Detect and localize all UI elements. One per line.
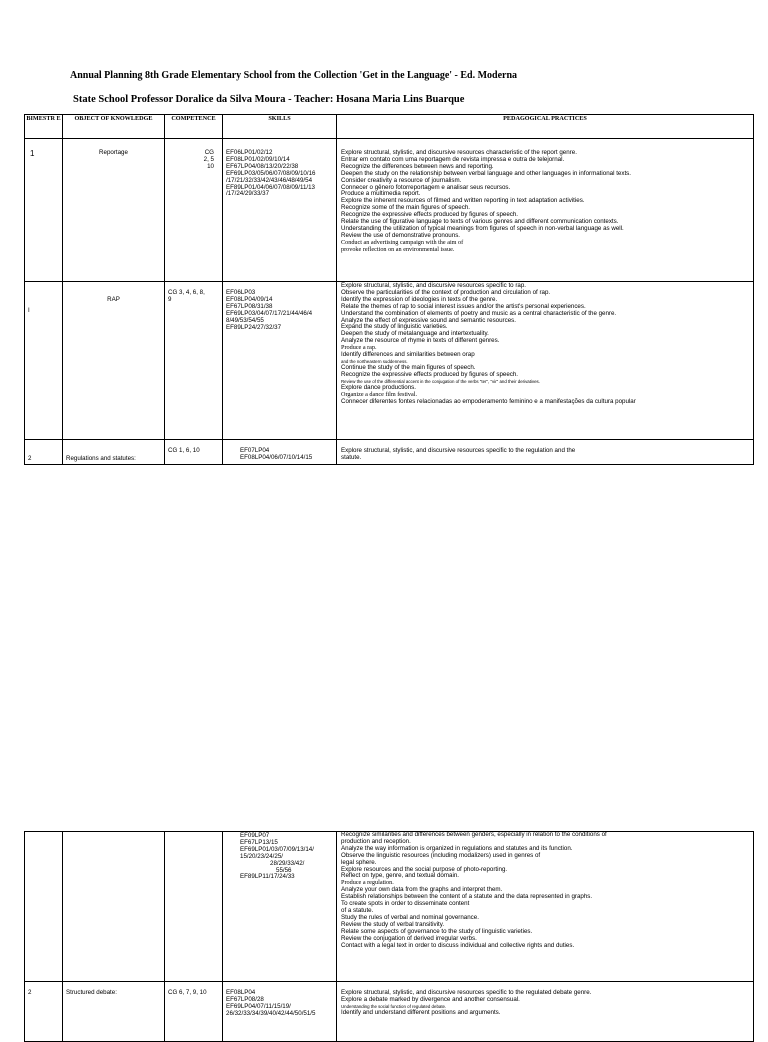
header-object: OBJECT OF KNOWLEDGE [63, 115, 165, 139]
skills-cell: EF07LP04 EF08LP04/06/07/10/14/15 [223, 440, 337, 465]
table-row [25, 832, 754, 982]
header-bimester: BIMESTR E [25, 115, 63, 139]
practices-cell: Explore structural, stylistic, and discursive resources specific to the regulation and the statute. [337, 440, 754, 465]
skills-cell: EF08LP04 EF67LP08/28 EF69LP04/07/11/15/19/ 26/32/33/34/39/40/42/44/50/51/5 [223, 982, 337, 1042]
practices-cell: Explore structural, stylistic, and discursive resources specific to the regulated debate genre. Explore a debate marked by divergence and another consensual. Understanding the social function of regulated debate. Identify and understand different positions and arguments. [337, 982, 754, 1042]
table-header-row [25, 115, 754, 139]
skills-cell: EF06LP01/02/12 EF08LP01/02/09/10/14 EF67LP04/08/13/20/22/38 EF69LP03/05/06/07/08/09/10/16 /17/21/32/33/42/43/46/48/49/54 EF89LP01/04/06/07/08/09/11/13 /17/24/29/33/37 [223, 139, 337, 282]
planning-table-1 [24, 114, 754, 465]
competence-cell: CG 3, 4, 6, 8, 9 [165, 282, 223, 440]
header-practices: PEDAGOGICAL PRACTICES [337, 115, 754, 139]
table-row [25, 282, 754, 440]
object-cell: Reportage [63, 139, 165, 282]
object-cell [63, 832, 165, 982]
document-title: Annual Planning 8th Grade Elementary School from the Collection 'Get in the Language' - Ed. Moderna [70, 70, 518, 81]
bimester-cell: I [25, 282, 63, 440]
competence-cell: CG 1, 6, 10 [165, 440, 223, 465]
object-cell: Regulations and statutes: [63, 440, 165, 465]
object-cell: Structured debate: [63, 982, 165, 1042]
document-subtitle: State School Professor Doralice da Silva Moura - Teacher: Hosana Maria Lins Buarque [73, 94, 465, 105]
competence-cell: CG 2, 5 10 [165, 139, 223, 282]
object-cell: RAP [63, 282, 165, 440]
practices-cell: Recognize similarities and differences between genders, especially in relation to the conditions of production and reception. Analyze the way information is organized in regulations and statutes and its function. Observe the linguistic resources (including modalizers) used in genres of legal sphere. Explore resources and the social purpose of photo-reporting. Reflect on type, genre, and textual domain. Produce a regulation. Analyze your own data from the graphs and interpret them. Establish relationships between the content of a statute and the data represented in graphs. To create spots in order to disseminate content of a statute. Study the rules of verbal and nominal governance. Review the study of verbal transitivity. Relate some aspects of governance to the study of linguistic varieties. Review the conjugation of derived irregular verbs. Contact with a legal text in order to discuss individual and collective rights and duties. [337, 832, 754, 982]
skills-cell: EF06LP03 EF08LP04/09/14 EF67LP08/31/38 EF69LP03/04/07/17/21/44/46/4 8/49/53/54/55 EF89LP24/27/32/37 [223, 282, 337, 440]
bimester-cell: 2 [25, 982, 63, 1042]
competence-cell: CG 6, 7, 9, 10 [165, 982, 223, 1042]
table-row [25, 139, 754, 282]
table-row [25, 982, 754, 1042]
practices-cell: Explore structural, stylistic, and discursive resources specific to rap. Observe the particularities of the context of production and circulation of rap. Identify the expression of ideologies in texts of the genre. Relate the themes of rap to social interest issues and/or the artist's personal experiences. Understand the combination of elements of poetry and music as a central characteristic of the genre. Analyze the effect of expressive sound and semantic resources. Expand the study of linguistic varieties. Deepen the study of metalanguage and intertextuality. Analyze the resource of rhyme in texts of different genres. Produce a rap. Identify differences and similarities between orap and the northeastern suddenness. Continue the study of the main figures of speech. Recognize the expressive effects produced by figures of speech. Review the use of the differential accent in the conjugation of the verbs "ter", "vir" and their derivatives. Explore dance productions. Organize a dance film festival. Connecer diferentes fontes relacionadas ao empoderamento feminino e a manifestações da cultura popular [337, 282, 754, 440]
bimester-cell: 2 [25, 440, 63, 465]
header-skills: SKILLS [223, 115, 337, 139]
bimester-cell: 1 [25, 139, 63, 282]
competence-cell [165, 832, 223, 982]
planning-table-2 [24, 831, 754, 1042]
skills-cell: EF09LP07 EF67LP13/15 EF69LP01/03/07/09/13/14/ 15/20/23/24/25/ 28/29/33/42/ 55/56 EF89LP11/17/24/33 [223, 832, 337, 982]
table-row [25, 440, 754, 465]
practices-cell: Explore structural, stylistic, and discursive resources characteristic of the report genre. Entrar em contato com uma reportagem de revista impressa e outra de telejornal. Recognize the differences between news and reporting. Deepen the study on the relationship between verbal language and other languages in informational texts. Consider creativity a resource of journalism. Connecer o gênero fotorreportagem e analisar seus recursos. Produce a multimedia report. Explore the inherent resources of filmed and written reporting in text adaptation activities. Recognize some of the main figures of speech. Recognize the expressive effects produced by figures of speech. Relate the use of figurative language to texts of various genres and different communication contexts. Understanding the utilization of typical meanings from figures of speech in non-verbal language as well. Review the use of demonstrative pronouns. Conduct an advertising campaign with the aim of provoke reflection on an environmental issue. [337, 139, 754, 282]
header-competence: COMPETENCE [165, 115, 223, 139]
bimester-cell [25, 832, 63, 982]
